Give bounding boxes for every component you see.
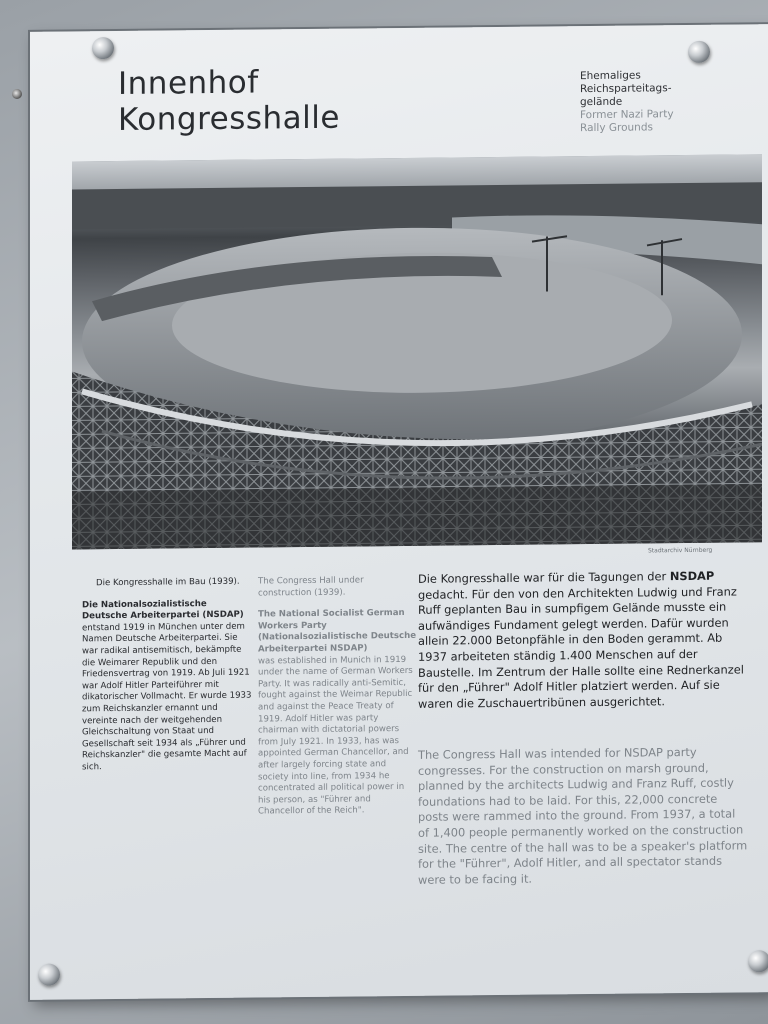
main-text-part: gedacht. Für den von den Architekten Ludwig und Franz Ruff geplanten Bau in sumpfigem Gelände musste ein aufwändiges Fundament gelegt werden. Dafür wurden allein 22.000 Betonpfähle in den Boden gerammt. Ab 1937 arbeiteten ständig 1.400 Menschen auf der Baustelle. Im Zentrum der Halle sollte eine Rednerkanzel für den „Führer" Adolf Hitler platziert werden. Auf sie waren die Zuschauertribünen ausgerichtet. [418,584,744,711]
main-text-part: Die Kongresshalle war für die Tagungen der [418,569,670,586]
frame-screw-icon [12,89,22,99]
historical-photo [72,154,762,549]
main-text-part: The Congress Hall was intended for [418,745,624,762]
bolt-bottom-left-icon [38,964,60,986]
main-text-german [418,568,748,712]
photo-caption-german: Die Kongresshalle im Bau (1939). [96,576,240,589]
photo-credit: Stadtarchiv Nürnberg [648,546,713,555]
site-label-de: Reichsparteitags- [580,82,672,96]
nsdap-bold: NSDAP [669,568,715,584]
title-line: Innenhof [118,64,259,102]
main-text-english [418,744,748,888]
site-label-en: Former Nazi Party [580,108,674,122]
nsdap-body-english: was established in Munich in 1919 under the name of German Workers Party. It was radically anti-Semitic, fought against the Weimar Republic and against the Peace Treaty of 1919. Adolf Hitler was party chairman with dictatorial powers from July 1921. In 1933, has was appointed German Chancellor, and after largely forcing state and society into line, from 1934 he concentrated all political power in his person, as "Führer and Chancellor of the Reich". [258,654,413,817]
site-label-de: gelände [580,95,623,109]
site-label-en: Rally Grounds [580,121,653,135]
information-sign [30,24,768,1000]
main-text-part: party congresses. For the construction on marsh ground, planned by the architects Ludwig and Franz Ruff, costly foundations had to be laid. For this, 22,000 concrete posts were rammed into the ground. From 1937, a total of 1,400 people permanently worked on the construction site. The centre of the hall was to be a speaker's platform for the "Führer", Adolf Hitler, and all spectator stands were to be facing it. [418,744,748,887]
nsdap-body-german: entstand 1919 in München unter dem Namen Deutsche Arbeiterpartei. Sie war radikal antisemitisch, bekämpfte die Weimarer Republik und den Friedensvertrag von 1919. Ab Juli 1921 war Adolf Hitler Parteiführer mit dikatorischer Vollmacht. Er wurde 1933 zum Reichskanzler ernannt und vereinte nach der weitgehenden Gleichschaltung von Staat und Gesellschaft seit 1934 als „Führer und Reichskanzler" die gesamte Macht auf sich. [82,621,252,773]
photo-caption-english: The Congress Hall under construction (1939). [258,575,364,599]
site-label [580,69,674,135]
nsdap-heading-english: The National Socialist German Workers Party (Nationalsozialistische Deutsche Arbeiterpartei NSDAP) [258,608,417,655]
nsdap-heading-german: Die Nationalsozialistische Deutsche Arbeiterpartei (NSDAP) [82,598,244,622]
nsdap-info-english [258,575,418,829]
bolt-top-left-icon [92,37,114,59]
construction-photo-illustration [72,154,762,549]
site-label-de: Ehemaliges [580,69,641,83]
bolt-top-right-icon [688,41,710,63]
sign-title [118,64,340,138]
nsdap-info-german [82,577,252,784]
nsdap-bold: NSDAP [623,745,663,760]
bolt-bottom-right-icon [748,950,768,972]
title-line: Kongresshalle [118,99,340,138]
